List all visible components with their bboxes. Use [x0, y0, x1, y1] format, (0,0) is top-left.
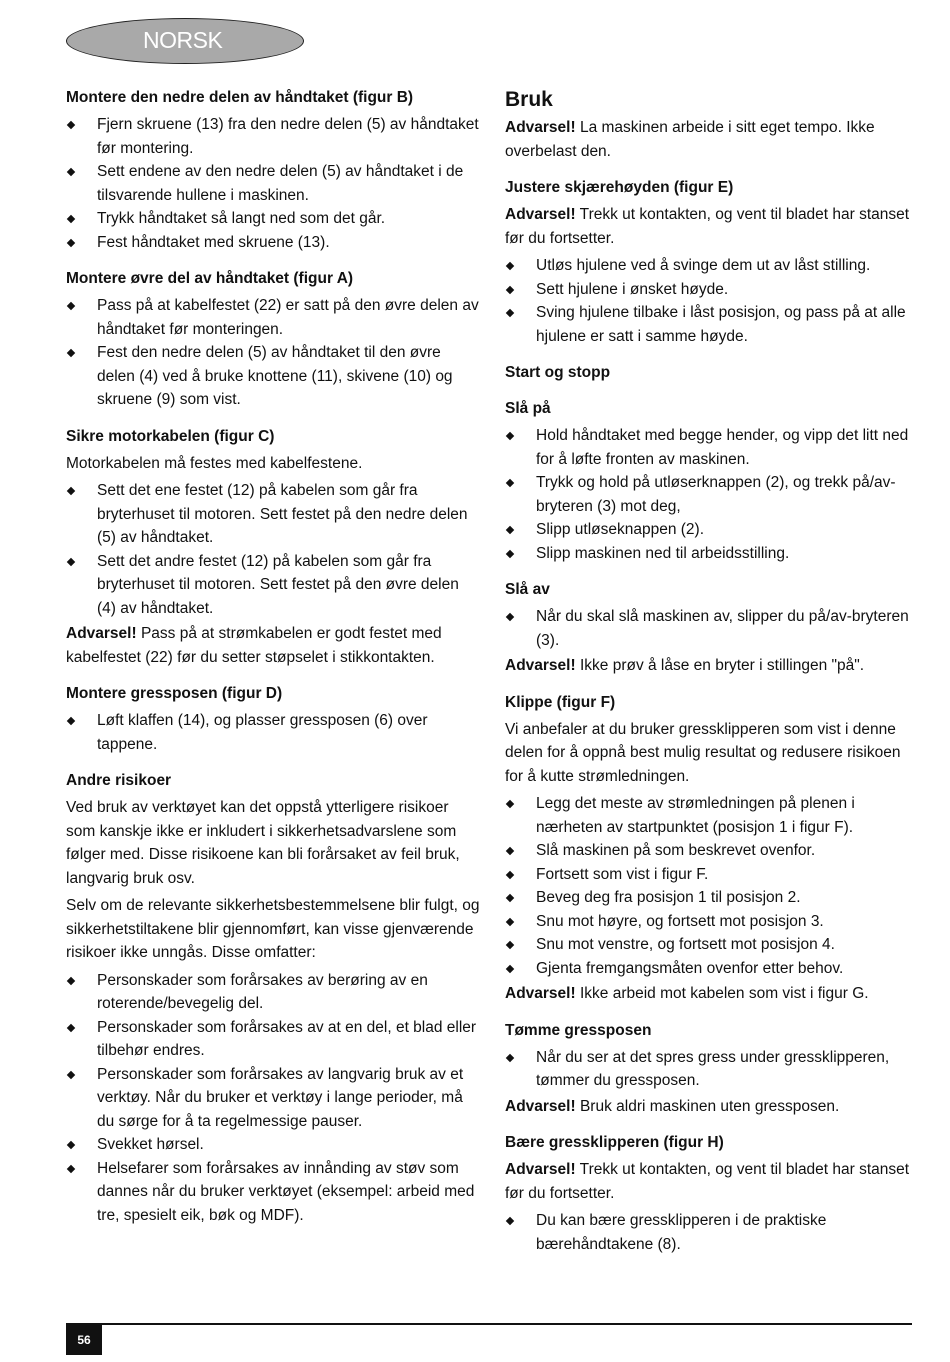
- list-item: Når du skal slå maskinen av, slipper du på/av-bryteren (3).: [505, 605, 915, 652]
- diamond-bullet-icon: [506, 526, 514, 534]
- warning-text: Advarsel! Pass på at strømkabelen er godt festet med kabelfestet (22) før du setter støpselet i stikkontakten.: [66, 625, 442, 666]
- bullet-list: [66, 969, 480, 1228]
- section-intro: Vi anbefaler at du bruker gressklipperen som vist i denne delen for å oppnå best mulig resultat og redusere risikoen for å kutte strømledningen.: [505, 720, 901, 785]
- warning-text: Advarsel! Ikke arbeid mot kabelen som vist i figur G.: [505, 985, 869, 1002]
- diamond-bullet-icon: [67, 121, 75, 129]
- warning-label: Advarsel!: [505, 206, 576, 223]
- section-mowing: [505, 691, 915, 1006]
- warning-label: Advarsel!: [505, 1161, 576, 1178]
- section-title: Sikre motorkabelen (figur C): [66, 427, 275, 445]
- list-item: Slipp utløseknappen (2).: [505, 518, 915, 542]
- section-use: [505, 86, 915, 163]
- list-item: Slipp maskinen ned til arbeidsstilling.: [505, 542, 915, 566]
- list-item: Helsefarer som forårsakes av innånding av støv som dannes når du bruker verktøyet (eksempel: arbeid med tre, spesielt eik, bøk og MDF).: [66, 1157, 480, 1228]
- right-column: [505, 86, 915, 1269]
- list-item: Sett hjulene i ønsket høyde.: [505, 278, 915, 302]
- list-item: Legg det meste av strømledningen på plenen i nærheten av startpunktet (posisjon 1 i figur F).: [505, 792, 915, 839]
- section-title: Slå av: [505, 581, 550, 598]
- diamond-bullet-icon: [506, 964, 514, 972]
- warning-text: Advarsel! Bruk aldri maskinen uten gressposen.: [505, 1097, 840, 1115]
- section-title: Start og stopp: [505, 364, 611, 381]
- diamond-bullet-icon: [67, 1023, 75, 1031]
- diamond-bullet-icon: [506, 549, 514, 557]
- list-item: Hold håndtaket med begge hender, og vipp det litt ned for å løfte fronten av maskinen.: [505, 424, 915, 471]
- warning-label: Advarsel!: [505, 985, 576, 1002]
- section-grass-bag: [66, 682, 480, 756]
- list-item: Når du ser at det spres gress under gressklipperen, tømmer du gressposen.: [505, 1046, 915, 1093]
- bullet-list: [66, 294, 480, 412]
- list-item: Fjern skruene (13) fra den nedre delen (5) av håndtaket før montering.: [66, 113, 480, 160]
- section-title: Klippe (figur F): [505, 693, 616, 711]
- section-empty-bag: [505, 1019, 915, 1119]
- list-item: Fest den nedre delen (5) av håndtaket til den øvre delen (4) ved å bruke knottene (11), skivene (10) og skruene (9) som vist.: [66, 341, 480, 412]
- footer-rule: [66, 1323, 912, 1325]
- section-switch-on: [505, 397, 915, 565]
- list-item: Personskader som forårsakes av at en del, et blad eller tilbehør endres.: [66, 1016, 480, 1063]
- diamond-bullet-icon: [67, 1141, 75, 1149]
- page-number: 56: [66, 1325, 102, 1355]
- diamond-bullet-icon: [67, 302, 75, 310]
- language-badge: [66, 18, 304, 64]
- warning-label: Advarsel!: [505, 1097, 576, 1115]
- diamond-bullet-icon: [506, 847, 514, 855]
- list-item: Pass på at kabelfestet (22) er satt på den øvre delen av håndtaket før monteringen.: [66, 294, 480, 341]
- paragraph: Selv om de relevante sikkerhetsbestemmelsene blir fulgt, og sikkerhetstiltakene blir gjennomført, kan visse gjenværende risikoer ikke unngås. Disse omfatter:: [66, 897, 480, 961]
- diamond-bullet-icon: [67, 487, 75, 495]
- diamond-bullet-icon: [506, 1053, 514, 1061]
- list-item: Beveg deg fra posisjon 1 til posisjon 2.: [505, 886, 915, 910]
- list-item: Fest håndtaket med skruene (13).: [66, 231, 480, 255]
- list-item: Trykk håndtaket så langt ned som det går.: [66, 207, 480, 231]
- diamond-bullet-icon: [67, 1070, 75, 1078]
- bullet-list: [505, 424, 915, 565]
- diamond-bullet-icon: [67, 168, 75, 176]
- diamond-bullet-icon: [506, 262, 514, 270]
- bullet-list: [505, 1046, 915, 1093]
- diamond-bullet-icon: [67, 557, 75, 565]
- diamond-bullet-icon: [67, 238, 75, 246]
- section-switch-off: [505, 578, 915, 678]
- list-item: Du kan bære gressklipperen i de praktiske bærehåndtakene (8).: [505, 1209, 915, 1256]
- diamond-bullet-icon: [67, 215, 75, 223]
- diamond-bullet-icon: [506, 941, 514, 949]
- diamond-bullet-icon: [506, 613, 514, 621]
- section-motor-cable: [66, 425, 480, 670]
- section-carry: [505, 1131, 915, 1256]
- diamond-bullet-icon: [506, 432, 514, 440]
- diamond-bullet-icon: [67, 349, 75, 357]
- section-title: Slå på: [505, 400, 551, 417]
- diamond-bullet-icon: [506, 870, 514, 878]
- list-item: Utløs hjulene ved å svinge dem ut av låst stilling.: [505, 254, 915, 278]
- list-item: Gjenta fremgangsmåten ovenfor etter behov.: [505, 957, 915, 981]
- diamond-bullet-icon: [506, 1217, 514, 1225]
- section-start-stop: [505, 361, 915, 384]
- list-item: Løft klaffen (14), og plasser gressposen (6) over tappene.: [66, 709, 480, 756]
- bullet-list: [505, 605, 915, 652]
- language-label: NORSK: [143, 27, 223, 53]
- diamond-bullet-icon: [506, 917, 514, 925]
- diamond-bullet-icon: [506, 479, 514, 487]
- bullet-list: [505, 254, 915, 348]
- section-cutting-height: [505, 176, 915, 348]
- section-other-risks: [66, 769, 480, 1227]
- list-item: Sett det ene festet (12) på kabelen som går fra bryterhuset til motoren. Sett festet på den nedre delen (5) av håndtaket.: [66, 479, 480, 550]
- diamond-bullet-icon: [506, 894, 514, 902]
- diamond-bullet-icon: [67, 717, 75, 725]
- warning-text: Advarsel! Trekk ut kontakten, og vent til bladet har stanset før du fortsetter.: [505, 206, 910, 247]
- section-intro: Motorkabelen må festes med kabelfestene.: [66, 454, 363, 472]
- bullet-list: [66, 479, 480, 620]
- warning-label: Advarsel!: [66, 625, 137, 642]
- warning-text: Advarsel! Ikke prøv å låse en bryter i stillingen "på".: [505, 657, 865, 674]
- list-item: Slå maskinen på som beskrevet ovenfor.: [505, 839, 915, 863]
- warning-label: Advarsel!: [505, 657, 576, 674]
- bullet-list: [66, 113, 480, 254]
- list-item: Trykk og hold på utløserknappen (2), og trekk på/av-bryteren (3) mot deg,: [505, 471, 915, 518]
- bullet-list: [505, 792, 915, 980]
- bullet-list: [505, 1209, 915, 1256]
- left-column: [66, 86, 480, 1240]
- list-item: Snu mot venstre, og fortsett mot posisjon 4.: [505, 933, 915, 957]
- section-lower-handle: [66, 86, 480, 254]
- warning-text: Advarsel! La maskinen arbeide i sitt eget tempo. Ikke overbelast den.: [505, 119, 875, 160]
- list-item: Personskader som forårsakes av berøring av en roterende/bevegelig del.: [66, 969, 480, 1016]
- list-item: Sett det andre festet (12) på kabelen som går fra bryterhuset til motoren. Sett festet på den øvre delen (4) av håndtaket.: [66, 550, 480, 621]
- section-upper-handle: [66, 267, 480, 412]
- diamond-bullet-icon: [506, 285, 514, 293]
- section-title: Montere gressposen (figur D): [66, 685, 283, 702]
- bullet-list: [66, 709, 480, 756]
- diamond-bullet-icon: [67, 976, 75, 984]
- diamond-bullet-icon: [67, 1164, 75, 1172]
- section-title: Andre risikoer: [66, 772, 172, 789]
- warning-label: Advarsel!: [505, 119, 576, 136]
- section-title: Bære gressklipperen (figur H): [505, 1134, 724, 1151]
- list-item: Personskader som forårsakes av langvarig bruk av et verktøy. Når du bruker et verktøy i lange perioder, må du sørge for å ta regelmessige pauser.: [66, 1063, 480, 1134]
- section-title: Tømme gressposen: [505, 1021, 652, 1039]
- list-item: Sett endene av den nedre delen (5) av håndtaket i de tilsvarende hullene i maskinen.: [66, 160, 480, 207]
- paragraph: Ved bruk av verktøyet kan det oppstå ytterligere risikoer som kanskje ikke er inkludert i sikkerhetsadvarslene som følger med. Disse risikoene kan bli forårsaket av feil bruk, langvarig bruk osv.: [66, 799, 460, 887]
- list-item: Sving hjulene tilbake i låst posisjon, og pass på at alle hjulene er satt i samme høyde.: [505, 301, 915, 348]
- diamond-bullet-icon: [506, 309, 514, 317]
- list-item: Fortsett som vist i figur F.: [505, 863, 915, 887]
- section-title: Montere øvre del av håndtaket (figur A): [66, 270, 354, 287]
- warning-text: Advarsel! Trekk ut kontakten, og vent til bladet har stanset før du fortsetter.: [505, 1161, 910, 1202]
- diamond-bullet-icon: [506, 800, 514, 808]
- list-item: Snu mot høyre, og fortsett mot posisjon 3.: [505, 910, 915, 934]
- section-title: Justere skjærehøyden (figur E): [505, 179, 734, 196]
- chapter-heading: Bruk: [505, 88, 553, 111]
- section-title: Montere den nedre delen av håndtaket (figur B): [66, 89, 414, 106]
- list-item: Svekket hørsel.: [66, 1133, 480, 1157]
